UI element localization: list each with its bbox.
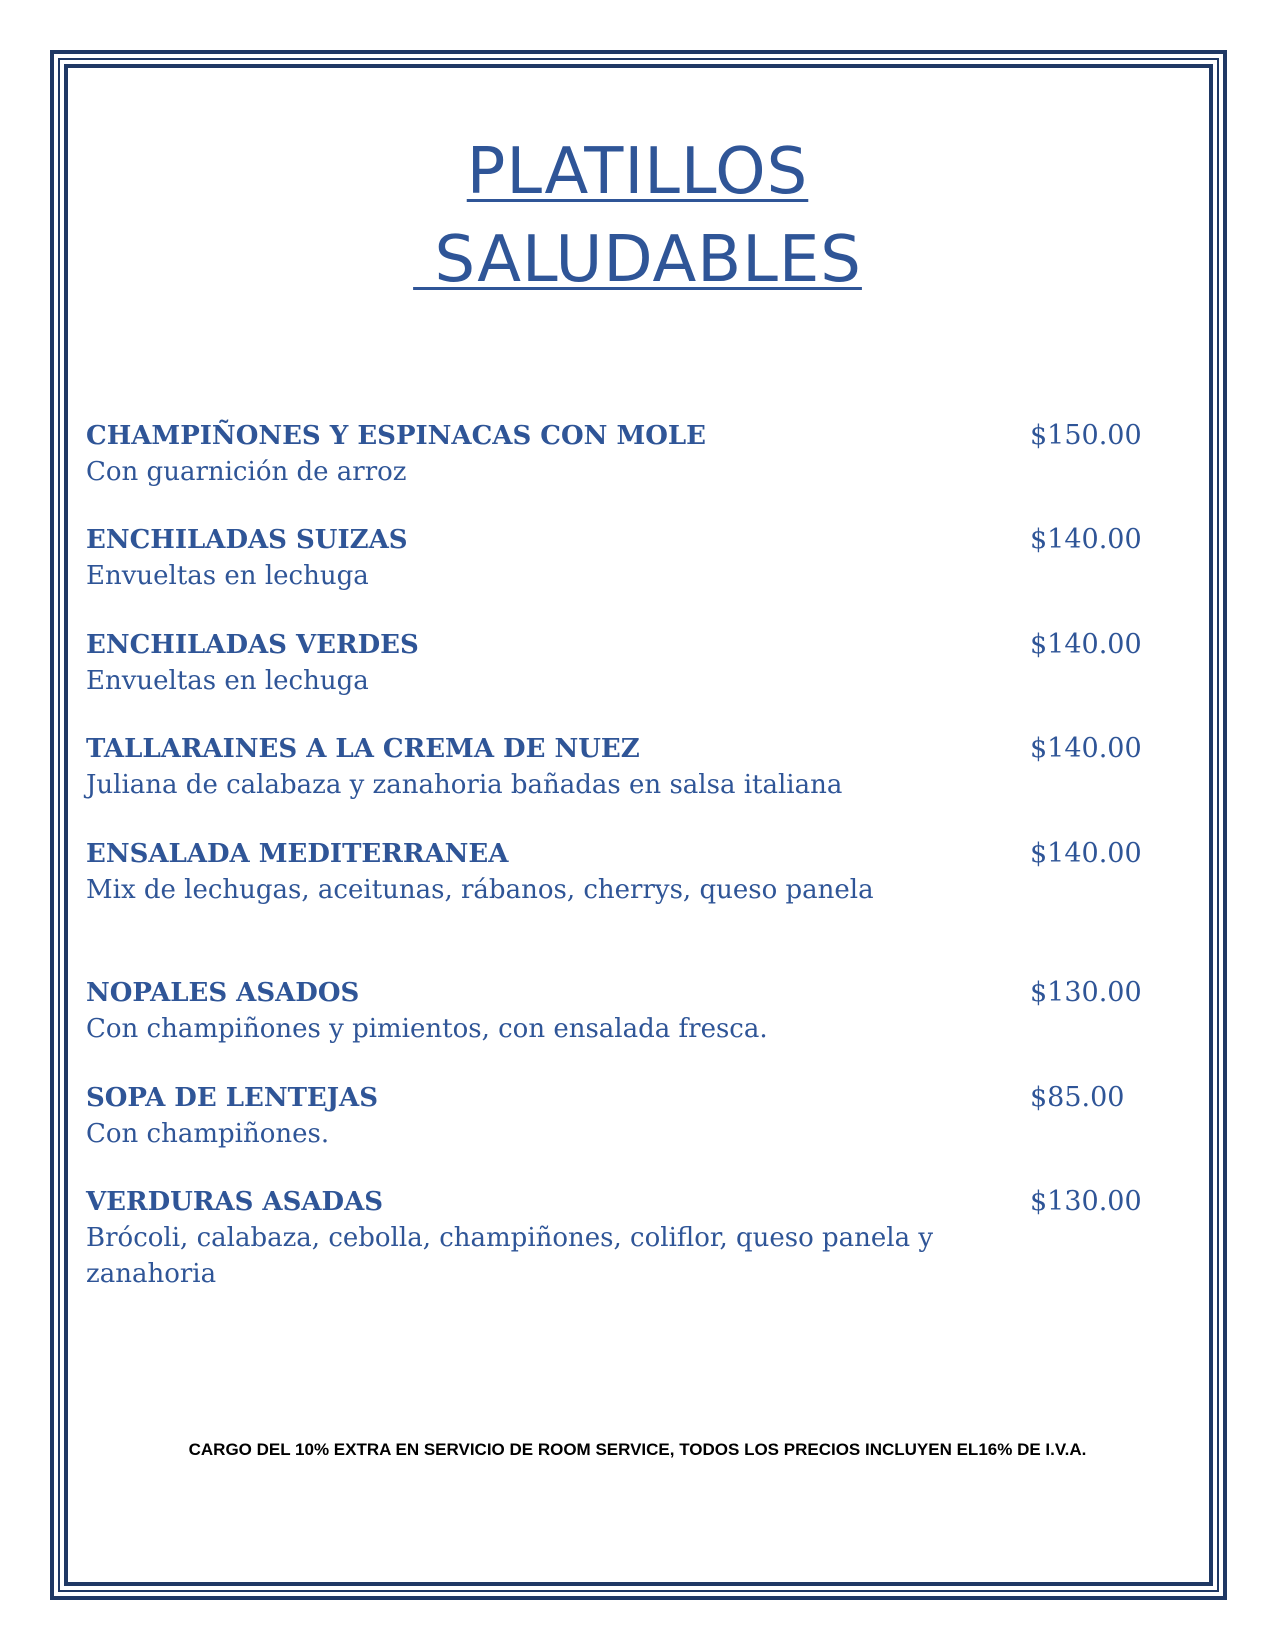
menu-item-price: $150.00 — [1030, 420, 1142, 451]
menu-item-name: ENCHILADAS SUIZAS — [86, 525, 408, 555]
menu-item — [86, 975, 1142, 1047]
menu-item-description: Mix de lechugas, aceitunas, rábanos, cherrys, queso panela — [86, 875, 874, 905]
footer-note: CARGO DEL 10% EXTRA EN SERVICIO DE ROOM SERVICE, TODOS LOS PRECIOS INCLUYEN EL16% DE I.V.A. — [188, 1440, 1087, 1459]
menu-item — [86, 522, 1142, 594]
menu-item-price: $140.00 — [1030, 629, 1142, 660]
menu-item — [86, 627, 1142, 699]
menu-item-price: $140.00 — [1030, 838, 1142, 869]
menu-item-price: $140.00 — [1030, 524, 1142, 555]
menu-item-name: CHAMPIÑONES Y ESPINACAS CON MOLE — [86, 421, 706, 451]
menu-item-description: Con champiñones. — [86, 1119, 330, 1149]
menu-item-price: $130.00 — [1030, 1186, 1142, 1217]
menu-item-name: NOPALES ASADOS — [86, 978, 360, 1008]
menu-item — [86, 1080, 1125, 1152]
menu-item-description: Con guarnición de arroz — [86, 457, 407, 487]
menu-title-line2: SALUDABLES — [413, 223, 862, 297]
menu-item-name: TALLARAINES A LA CREMA DE NUEZ — [86, 734, 640, 764]
menu-title — [0, 128, 1275, 304]
menu-item-name: VERDURAS ASADAS — [86, 1187, 384, 1217]
menu-item-price: $140.00 — [1030, 733, 1142, 764]
menu-item — [86, 836, 1142, 908]
menu-item-description: Juliana de calabaza y zanahoria bañadas en salsa italiana — [86, 770, 843, 800]
menu-item — [86, 418, 1142, 490]
menu-item — [86, 731, 1142, 803]
menu-item-name: ENCHILADAS VERDES — [86, 630, 419, 660]
menu-item-description: Con champiñones y pimientos, con ensalada fresca. — [86, 1014, 768, 1044]
menu-item-description: Envueltas en lechuga — [86, 561, 369, 591]
menu-item-price: $130.00 — [1030, 977, 1142, 1008]
menu-title-line1: PLATILLOS — [466, 135, 809, 209]
menu-item-name: SOPA DE LENTEJAS — [86, 1083, 379, 1113]
menu-item-description: Envueltas en lechuga — [86, 666, 369, 696]
menu-item-description: Brócoli, calabaza, cebolla, champiñones, coliflor, queso panela y zanahoria — [86, 1223, 934, 1289]
menu-item-price: $85.00 — [1030, 1082, 1125, 1113]
menu-item-name: ENSALADA MEDITERRANEA — [86, 839, 509, 869]
menu-item — [86, 1184, 1142, 1292]
